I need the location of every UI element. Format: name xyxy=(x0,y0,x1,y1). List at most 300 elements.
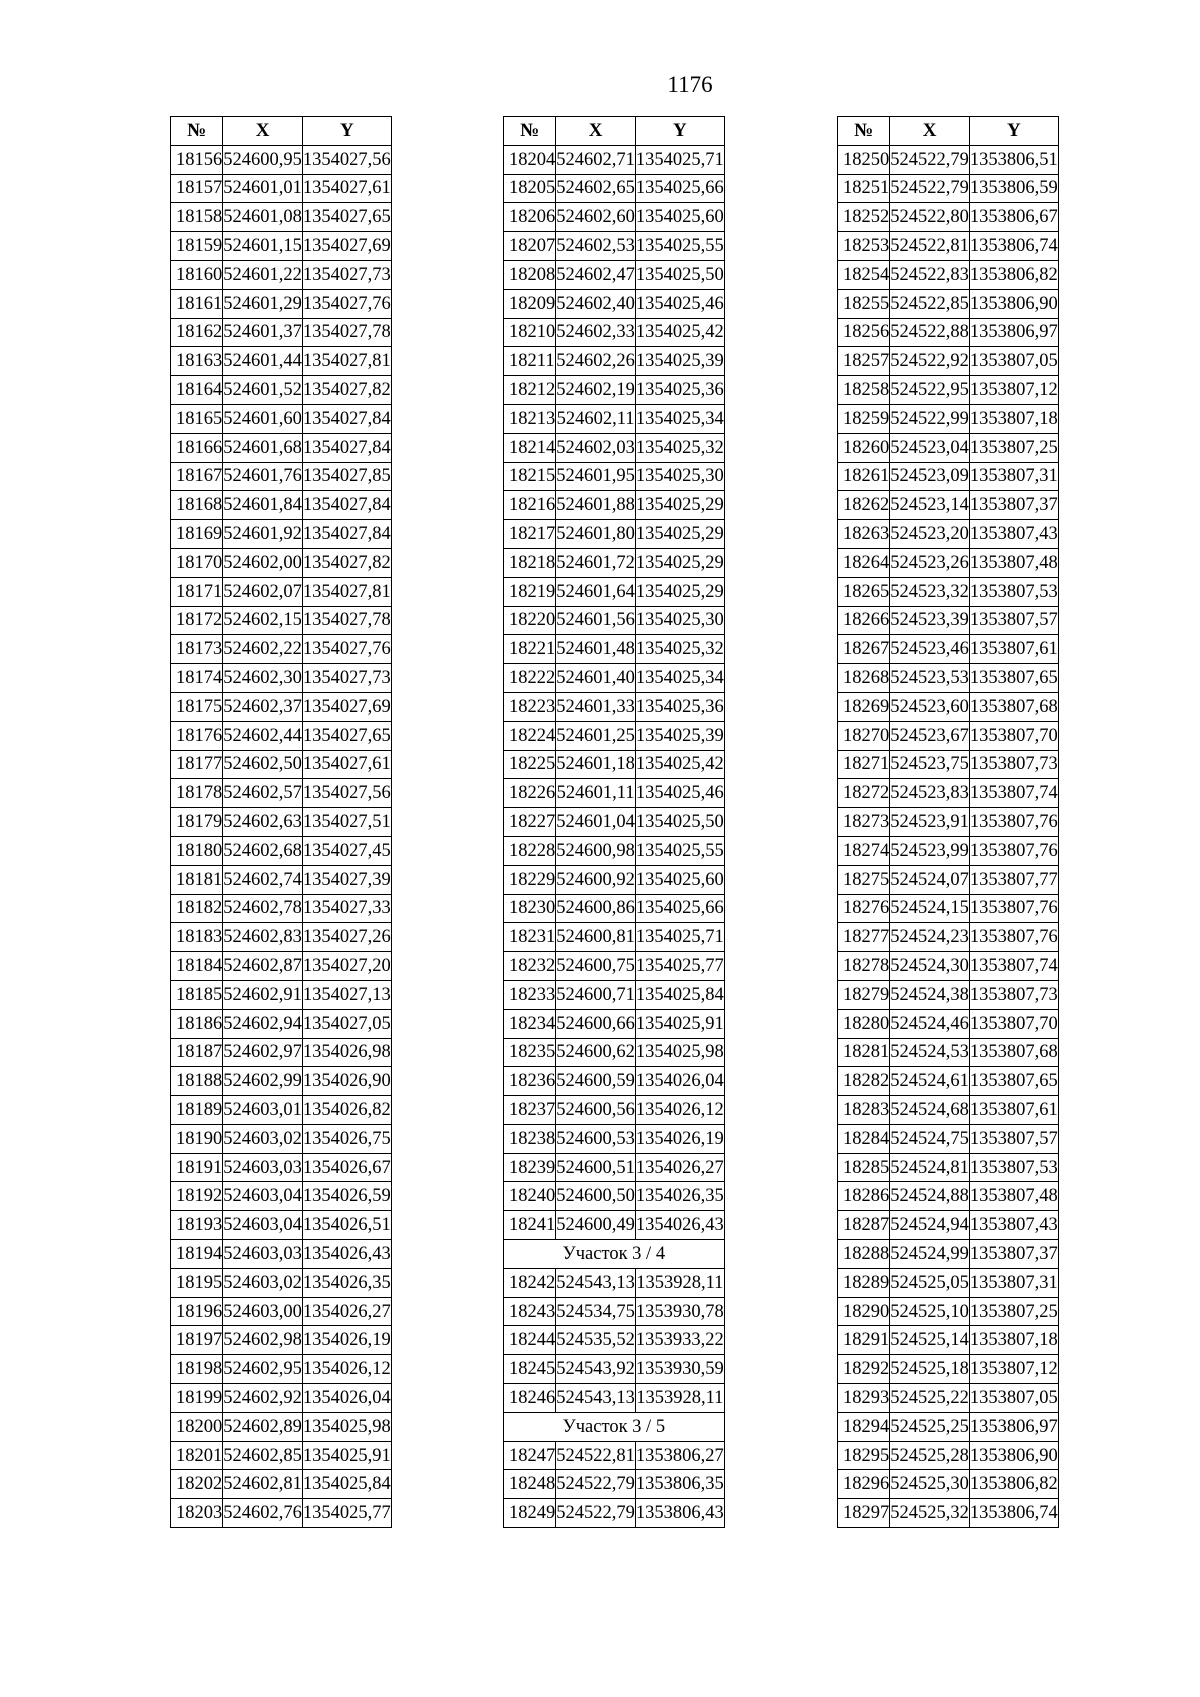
y-coordinate-cell: 1353806,90 xyxy=(969,289,1058,318)
table-row xyxy=(504,203,725,232)
x-coordinate-cell: 524525,14 xyxy=(890,1326,970,1355)
x-coordinate-cell: 524603,01 xyxy=(223,1096,303,1125)
x-coordinate-cell: 524601,37 xyxy=(223,318,303,347)
point-number-cell: 18201 xyxy=(171,1441,223,1470)
point-number-cell: 18269 xyxy=(838,692,890,721)
x-coordinate-cell: 524525,10 xyxy=(890,1297,970,1326)
y-coordinate-cell: 1354025,29 xyxy=(635,491,724,520)
y-coordinate-cell: 1354025,36 xyxy=(635,376,724,405)
point-number-cell: 18212 xyxy=(504,376,556,405)
point-number-cell: 18186 xyxy=(171,1009,223,1038)
y-coordinate-cell: 1353807,48 xyxy=(969,548,1058,577)
table-row xyxy=(504,1096,725,1125)
table-row xyxy=(504,894,725,923)
table-row xyxy=(838,865,1059,894)
x-coordinate-cell: 524602,99 xyxy=(223,1067,303,1096)
point-number-cell: 18276 xyxy=(838,894,890,923)
point-number-cell: 18296 xyxy=(838,1470,890,1499)
table-row xyxy=(171,520,392,549)
y-coordinate-cell: 1354026,59 xyxy=(302,1182,391,1211)
y-coordinate-cell: 1354027,84 xyxy=(302,433,391,462)
table-row xyxy=(171,404,392,433)
point-number-cell: 18244 xyxy=(504,1326,556,1355)
x-coordinate-cell: 524523,60 xyxy=(890,692,970,721)
point-number-cell: 18265 xyxy=(838,577,890,606)
point-number-cell: 18275 xyxy=(838,865,890,894)
x-coordinate-cell: 524602,50 xyxy=(223,750,303,779)
point-number-cell: 18259 xyxy=(838,404,890,433)
x-coordinate-cell: 524602,65 xyxy=(556,174,636,203)
x-coordinate-cell: 524543,13 xyxy=(556,1268,636,1297)
x-coordinate-cell: 524600,62 xyxy=(556,1038,636,1067)
header-y: Y xyxy=(302,117,391,146)
y-coordinate-cell: 1354026,67 xyxy=(302,1153,391,1182)
point-number-cell: 18226 xyxy=(504,779,556,808)
table-row xyxy=(171,318,392,347)
y-coordinate-cell: 1354027,13 xyxy=(302,980,391,1009)
table-row xyxy=(504,577,725,606)
point-number-cell: 18169 xyxy=(171,520,223,549)
y-coordinate-cell: 1353806,59 xyxy=(969,174,1058,203)
y-coordinate-cell: 1354026,19 xyxy=(302,1326,391,1355)
table-row xyxy=(838,692,1059,721)
table-row xyxy=(838,980,1059,1009)
y-coordinate-cell: 1354026,43 xyxy=(302,1240,391,1269)
x-coordinate-cell: 524602,78 xyxy=(223,894,303,923)
y-coordinate-cell: 1354025,71 xyxy=(635,923,724,952)
y-coordinate-cell: 1353930,59 xyxy=(635,1355,724,1384)
point-number-cell: 18164 xyxy=(171,376,223,405)
x-coordinate-cell: 524523,32 xyxy=(890,577,970,606)
x-coordinate-cell: 524522,95 xyxy=(890,376,970,405)
point-number-cell: 18193 xyxy=(171,1211,223,1240)
point-number-cell: 18207 xyxy=(504,232,556,261)
table-row xyxy=(838,1067,1059,1096)
point-number-cell: 18222 xyxy=(504,664,556,693)
table-row xyxy=(838,1124,1059,1153)
x-coordinate-cell: 524602,71 xyxy=(556,145,636,174)
y-coordinate-cell: 1353807,53 xyxy=(969,1153,1058,1182)
x-coordinate-cell: 524602,19 xyxy=(556,376,636,405)
table-row xyxy=(171,692,392,721)
point-number-cell: 18162 xyxy=(171,318,223,347)
point-number-cell: 18192 xyxy=(171,1182,223,1211)
x-coordinate-cell: 524524,94 xyxy=(890,1211,970,1240)
y-coordinate-cell: 1353807,43 xyxy=(969,1211,1058,1240)
table-row xyxy=(171,750,392,779)
table-row xyxy=(171,347,392,376)
x-coordinate-cell: 524601,92 xyxy=(223,520,303,549)
table-row xyxy=(838,808,1059,837)
table-row xyxy=(504,462,725,491)
y-coordinate-cell: 1354025,32 xyxy=(635,635,724,664)
page-number: 1176 xyxy=(667,72,713,97)
table-row xyxy=(504,808,725,837)
table-row xyxy=(171,808,392,837)
table-row xyxy=(838,376,1059,405)
y-coordinate-cell: 1354026,35 xyxy=(302,1268,391,1297)
table-row xyxy=(171,548,392,577)
y-coordinate-cell: 1353807,76 xyxy=(969,808,1058,837)
point-number-cell: 18217 xyxy=(504,520,556,549)
point-number-cell: 18245 xyxy=(504,1355,556,1384)
x-coordinate-cell: 524523,53 xyxy=(890,664,970,693)
point-number-cell: 18231 xyxy=(504,923,556,952)
y-coordinate-cell: 1353933,22 xyxy=(635,1326,724,1355)
y-coordinate-cell: 1354025,60 xyxy=(635,865,724,894)
y-coordinate-cell: 1353807,70 xyxy=(969,1009,1058,1038)
y-coordinate-cell: 1354027,65 xyxy=(302,203,391,232)
point-number-cell: 18177 xyxy=(171,750,223,779)
table-row xyxy=(171,1355,392,1384)
x-coordinate-cell: 524602,60 xyxy=(556,203,636,232)
y-coordinate-cell: 1354027,73 xyxy=(302,260,391,289)
section-label: Участок 3 / 4 xyxy=(504,1240,725,1269)
point-number-cell: 18254 xyxy=(838,260,890,289)
x-coordinate-cell: 524524,38 xyxy=(890,980,970,1009)
x-coordinate-cell: 524525,22 xyxy=(890,1384,970,1413)
table-row xyxy=(838,1096,1059,1125)
point-number-cell: 18158 xyxy=(171,203,223,232)
point-number-cell: 18172 xyxy=(171,606,223,635)
y-coordinate-cell: 1354027,45 xyxy=(302,836,391,865)
point-number-cell: 18238 xyxy=(504,1124,556,1153)
y-coordinate-cell: 1353807,18 xyxy=(969,404,1058,433)
table-row xyxy=(838,894,1059,923)
x-coordinate-cell: 524600,66 xyxy=(556,1009,636,1038)
y-coordinate-cell: 1353806,35 xyxy=(635,1470,724,1499)
point-number-cell: 18241 xyxy=(504,1211,556,1240)
point-number-cell: 18281 xyxy=(838,1038,890,1067)
point-number-cell: 18232 xyxy=(504,952,556,981)
point-number-cell: 18179 xyxy=(171,808,223,837)
point-number-cell: 18218 xyxy=(504,548,556,577)
x-coordinate-cell: 524522,79 xyxy=(556,1499,636,1528)
y-coordinate-cell: 1354025,39 xyxy=(635,347,724,376)
x-coordinate-cell: 524525,32 xyxy=(890,1499,970,1528)
y-coordinate-cell: 1353807,37 xyxy=(969,491,1058,520)
table-row xyxy=(171,376,392,405)
x-coordinate-cell: 524600,71 xyxy=(556,980,636,1009)
point-number-cell: 18205 xyxy=(504,174,556,203)
table-row xyxy=(838,347,1059,376)
y-coordinate-cell: 1354026,43 xyxy=(635,1211,724,1240)
point-number-cell: 18271 xyxy=(838,750,890,779)
y-coordinate-cell: 1354026,98 xyxy=(302,1038,391,1067)
x-coordinate-cell: 524602,95 xyxy=(223,1355,303,1384)
point-number-cell: 18237 xyxy=(504,1096,556,1125)
table-row xyxy=(838,1153,1059,1182)
point-number-cell: 18187 xyxy=(171,1038,223,1067)
point-number-cell: 18185 xyxy=(171,980,223,1009)
y-coordinate-cell: 1353807,25 xyxy=(969,433,1058,462)
table-row xyxy=(171,232,392,261)
x-coordinate-cell: 524602,11 xyxy=(556,404,636,433)
point-number-cell: 18167 xyxy=(171,462,223,491)
x-coordinate-cell: 524524,30 xyxy=(890,952,970,981)
x-coordinate-cell: 524602,91 xyxy=(223,980,303,1009)
table-row xyxy=(838,260,1059,289)
table-row xyxy=(504,1297,725,1326)
point-number-cell: 18277 xyxy=(838,923,890,952)
x-coordinate-cell: 524601,88 xyxy=(556,491,636,520)
y-coordinate-cell: 1353807,31 xyxy=(969,462,1058,491)
point-number-cell: 18216 xyxy=(504,491,556,520)
y-coordinate-cell: 1354025,34 xyxy=(635,664,724,693)
y-coordinate-cell: 1354027,84 xyxy=(302,404,391,433)
point-number-cell: 18286 xyxy=(838,1182,890,1211)
table-row xyxy=(171,1412,392,1441)
table-row xyxy=(504,404,725,433)
y-coordinate-cell: 1354025,77 xyxy=(302,1499,391,1528)
x-coordinate-cell: 524524,88 xyxy=(890,1182,970,1211)
table-row xyxy=(171,664,392,693)
table-row xyxy=(171,1067,392,1096)
point-number-cell: 18170 xyxy=(171,548,223,577)
table-row xyxy=(171,1096,392,1125)
table-row xyxy=(504,1211,725,1240)
point-number-cell: 18171 xyxy=(171,577,223,606)
point-number-cell: 18295 xyxy=(838,1441,890,1470)
point-number-cell: 18206 xyxy=(504,203,556,232)
y-coordinate-cell: 1354026,27 xyxy=(635,1153,724,1182)
table-row xyxy=(504,1355,725,1384)
x-coordinate-cell: 524601,84 xyxy=(223,491,303,520)
header-number: № xyxy=(504,117,556,146)
table-row xyxy=(171,721,392,750)
table-row xyxy=(504,318,725,347)
x-coordinate-cell: 524602,76 xyxy=(223,1499,303,1528)
y-coordinate-cell: 1353806,82 xyxy=(969,260,1058,289)
point-number-cell: 18174 xyxy=(171,664,223,693)
x-coordinate-cell: 524523,26 xyxy=(890,548,970,577)
table-row xyxy=(171,203,392,232)
table-row xyxy=(171,606,392,635)
y-coordinate-cell: 1353807,74 xyxy=(969,779,1058,808)
table-row xyxy=(504,865,725,894)
header-number: № xyxy=(838,117,890,146)
x-coordinate-cell: 524602,81 xyxy=(223,1470,303,1499)
x-coordinate-cell: 524522,81 xyxy=(556,1441,636,1470)
x-coordinate-cell: 524603,02 xyxy=(223,1124,303,1153)
table-row xyxy=(171,433,392,462)
point-number-cell: 18249 xyxy=(504,1499,556,1528)
table-row xyxy=(838,1470,1059,1499)
table-row xyxy=(504,836,725,865)
x-coordinate-cell: 524543,13 xyxy=(556,1384,636,1413)
y-coordinate-cell: 1353807,74 xyxy=(969,952,1058,981)
table-row xyxy=(504,779,725,808)
y-coordinate-cell: 1354026,27 xyxy=(302,1297,391,1326)
x-coordinate-cell: 524602,68 xyxy=(223,836,303,865)
y-coordinate-cell: 1354025,32 xyxy=(635,433,724,462)
y-coordinate-cell: 1354025,55 xyxy=(635,836,724,865)
x-coordinate-cell: 524603,04 xyxy=(223,1182,303,1211)
table-row xyxy=(504,145,725,174)
point-number-cell: 18288 xyxy=(838,1240,890,1269)
y-coordinate-cell: 1353806,43 xyxy=(635,1499,724,1528)
y-coordinate-cell: 1353806,74 xyxy=(969,232,1058,261)
x-coordinate-cell: 524522,79 xyxy=(556,1470,636,1499)
x-coordinate-cell: 524525,05 xyxy=(890,1268,970,1297)
table-row xyxy=(504,1499,725,1528)
y-coordinate-cell: 1354025,77 xyxy=(635,952,724,981)
point-number-cell: 18284 xyxy=(838,1124,890,1153)
coordinate-table-3 xyxy=(837,116,1059,1528)
x-coordinate-cell: 524601,80 xyxy=(556,520,636,549)
point-number-cell: 18240 xyxy=(504,1182,556,1211)
x-coordinate-cell: 524523,46 xyxy=(890,635,970,664)
x-coordinate-cell: 524523,04 xyxy=(890,433,970,462)
x-coordinate-cell: 524522,80 xyxy=(890,203,970,232)
y-coordinate-cell: 1353806,82 xyxy=(969,1470,1058,1499)
point-number-cell: 18268 xyxy=(838,664,890,693)
y-coordinate-cell: 1353807,73 xyxy=(969,750,1058,779)
x-coordinate-cell: 524601,25 xyxy=(556,721,636,750)
point-number-cell: 18194 xyxy=(171,1240,223,1269)
point-number-cell: 18233 xyxy=(504,980,556,1009)
x-coordinate-cell: 524602,97 xyxy=(223,1038,303,1067)
y-coordinate-cell: 1354026,35 xyxy=(635,1182,724,1211)
y-coordinate-cell: 1353807,65 xyxy=(969,1067,1058,1096)
y-coordinate-cell: 1354027,76 xyxy=(302,635,391,664)
table-row xyxy=(838,318,1059,347)
table-row xyxy=(838,577,1059,606)
point-number-cell: 18181 xyxy=(171,865,223,894)
point-number-cell: 18239 xyxy=(504,1153,556,1182)
y-coordinate-cell: 1353807,65 xyxy=(969,664,1058,693)
table-row xyxy=(838,232,1059,261)
point-number-cell: 18236 xyxy=(504,1067,556,1096)
table-row xyxy=(171,923,392,952)
table-row xyxy=(838,433,1059,462)
point-number-cell: 18264 xyxy=(838,548,890,577)
x-coordinate-cell: 524600,49 xyxy=(556,1211,636,1240)
y-coordinate-cell: 1354027,82 xyxy=(302,548,391,577)
y-coordinate-cell: 1354025,66 xyxy=(635,894,724,923)
header-x: X xyxy=(223,117,303,146)
table-row xyxy=(838,923,1059,952)
y-coordinate-cell: 1353807,48 xyxy=(969,1182,1058,1211)
point-number-cell: 18293 xyxy=(838,1384,890,1413)
point-number-cell: 18211 xyxy=(504,347,556,376)
x-coordinate-cell: 524600,53 xyxy=(556,1124,636,1153)
header-x: X xyxy=(556,117,636,146)
table-row xyxy=(838,548,1059,577)
y-coordinate-cell: 1353807,18 xyxy=(969,1326,1058,1355)
y-coordinate-cell: 1354027,39 xyxy=(302,865,391,894)
table-row xyxy=(838,1182,1059,1211)
y-coordinate-cell: 1354025,50 xyxy=(635,808,724,837)
table-row xyxy=(838,1268,1059,1297)
table-row xyxy=(171,1182,392,1211)
y-coordinate-cell: 1354027,61 xyxy=(302,750,391,779)
x-coordinate-cell: 524602,37 xyxy=(223,692,303,721)
x-coordinate-cell: 524525,28 xyxy=(890,1441,970,1470)
y-coordinate-cell: 1353807,68 xyxy=(969,692,1058,721)
point-number-cell: 18250 xyxy=(838,145,890,174)
x-coordinate-cell: 524524,81 xyxy=(890,1153,970,1182)
point-number-cell: 18253 xyxy=(838,232,890,261)
y-coordinate-cell: 1354027,56 xyxy=(302,145,391,174)
y-coordinate-cell: 1353807,61 xyxy=(969,635,1058,664)
section-label: Участок 3 / 5 xyxy=(504,1412,725,1441)
table-row xyxy=(504,347,725,376)
x-coordinate-cell: 524523,67 xyxy=(890,721,970,750)
point-number-cell: 18183 xyxy=(171,923,223,952)
coordinate-table-2 xyxy=(503,116,725,1528)
y-coordinate-cell: 1354027,20 xyxy=(302,952,391,981)
table-row xyxy=(171,260,392,289)
point-number-cell: 18198 xyxy=(171,1355,223,1384)
y-coordinate-cell: 1353807,76 xyxy=(969,894,1058,923)
point-number-cell: 18292 xyxy=(838,1355,890,1384)
table-row xyxy=(838,462,1059,491)
x-coordinate-cell: 524523,83 xyxy=(890,779,970,808)
point-number-cell: 18255 xyxy=(838,289,890,318)
point-number-cell: 18234 xyxy=(504,1009,556,1038)
y-coordinate-cell: 1354025,29 xyxy=(635,548,724,577)
x-coordinate-cell: 524600,50 xyxy=(556,1182,636,1211)
point-number-cell: 18166 xyxy=(171,433,223,462)
point-number-cell: 18248 xyxy=(504,1470,556,1499)
table-row xyxy=(838,635,1059,664)
x-coordinate-cell: 524602,63 xyxy=(223,808,303,837)
x-coordinate-cell: 524602,03 xyxy=(556,433,636,462)
table-row xyxy=(171,635,392,664)
y-coordinate-cell: 1354025,84 xyxy=(302,1470,391,1499)
point-number-cell: 18168 xyxy=(171,491,223,520)
y-coordinate-cell: 1353806,97 xyxy=(969,1412,1058,1441)
table-row xyxy=(504,664,725,693)
table-row xyxy=(838,1211,1059,1240)
x-coordinate-cell: 524601,64 xyxy=(556,577,636,606)
point-number-cell: 18165 xyxy=(171,404,223,433)
x-coordinate-cell: 524602,26 xyxy=(556,347,636,376)
point-number-cell: 18191 xyxy=(171,1153,223,1182)
x-coordinate-cell: 524523,91 xyxy=(890,808,970,837)
x-coordinate-cell: 524525,30 xyxy=(890,1470,970,1499)
point-number-cell: 18182 xyxy=(171,894,223,923)
point-number-cell: 18178 xyxy=(171,779,223,808)
y-coordinate-cell: 1354027,26 xyxy=(302,923,391,952)
point-number-cell: 18252 xyxy=(838,203,890,232)
x-coordinate-cell: 524522,92 xyxy=(890,347,970,376)
section-row xyxy=(504,1240,725,1269)
point-number-cell: 18173 xyxy=(171,635,223,664)
y-coordinate-cell: 1354025,98 xyxy=(635,1038,724,1067)
point-number-cell: 18214 xyxy=(504,433,556,462)
table-row xyxy=(171,1268,392,1297)
x-coordinate-cell: 524602,92 xyxy=(223,1384,303,1413)
y-coordinate-cell: 1354025,29 xyxy=(635,520,724,549)
header-y: Y xyxy=(635,117,724,146)
point-number-cell: 18157 xyxy=(171,174,223,203)
x-coordinate-cell: 524603,03 xyxy=(223,1240,303,1269)
header-row xyxy=(838,117,1059,146)
x-coordinate-cell: 524602,98 xyxy=(223,1326,303,1355)
x-coordinate-cell: 524600,95 xyxy=(223,145,303,174)
table-row xyxy=(838,491,1059,520)
x-coordinate-cell: 524602,87 xyxy=(223,952,303,981)
y-coordinate-cell: 1353806,97 xyxy=(969,318,1058,347)
table-row xyxy=(838,750,1059,779)
table-row xyxy=(504,692,725,721)
point-number-cell: 18221 xyxy=(504,635,556,664)
table-row xyxy=(171,1441,392,1470)
x-coordinate-cell: 524602,00 xyxy=(223,548,303,577)
x-coordinate-cell: 524601,48 xyxy=(556,635,636,664)
